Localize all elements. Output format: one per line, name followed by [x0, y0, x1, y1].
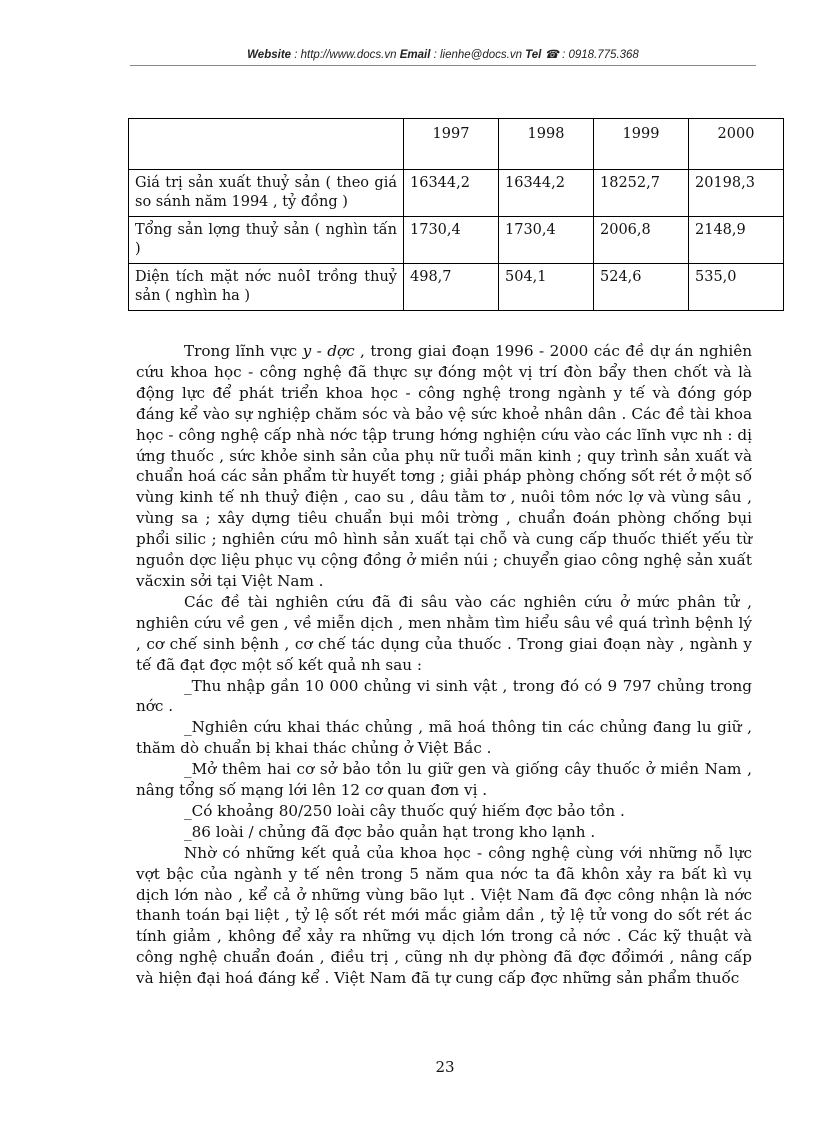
email-value: : lienhe@docs.vn — [430, 49, 526, 61]
bullet-item: _86 loài / chủng đã đợc bảo quản hạt trong kho lạnh . — [184, 822, 596, 841]
row-label: Diện tích mặt nớc nuôI trồng thuỷ sản ( nghìn ha ) — [129, 264, 404, 311]
table-row — [129, 170, 784, 217]
table-cell: 16344,2 — [404, 170, 499, 217]
tel-value: ☎ : 0918.775.368 — [541, 49, 639, 61]
table-cell: 16344,2 — [499, 170, 594, 217]
bullet-item: _Mở thêm hai cơ sở bảo tồn lu giữ gen và giống cây thuốc ở miền Nam , nâng tổng số mạng lới lên 12 cơ quan đơn vị . — [136, 760, 752, 800]
website-value: : http://www.docs.vn — [291, 49, 400, 61]
paragraph — [136, 341, 752, 592]
year-header: 1997 — [404, 119, 499, 170]
table-row — [129, 217, 784, 264]
table-cell: 1730,4 — [404, 217, 499, 264]
table-cell: 18252,7 — [594, 170, 689, 217]
table-cell: 535,0 — [689, 264, 784, 311]
bullet-item: _Thu nhập gần 10 000 chủng vi sinh vật , trong đó có 9 797 chủng trong nớc . — [136, 676, 752, 716]
row-label: Tổng sản lợng thuỷ sản ( nghìn tấn ) — [129, 217, 404, 264]
year-header: 1999 — [594, 119, 689, 170]
paragraph-text: , trong giai đoạn 1996 - 2000 các đề dự án nghiên cứu khoa học - công nghệ đã thực sự đóng một vị trí đòn bẩy then chốt và là động lực để phát triển khoa học - công nghệ trong ngành y tế và đóng góp đáng kể vào sự nghiệp chăm sóc và bảo vệ sức khoẻ nhân dân . Các đề tài khoa học - công nghệ cấp nhà nớc tập trung hớng nghiện cứu vào các lĩnh vực nh : dị ứng thuốc , sức khỏe sinh sản của phụ nữ tuổi mãn kinh ; quy trình sản xuất và chuẩn hoá các sản phẩm từ huyết tơng ; giải pháp phòng chống sốt rét ở một số vùng kinh tế nh thuỷ điện , cao su , dâu tằm tơ , nuôi tôm nớc lợ và vùng sâu , vùng sa ; xây dựng tiêu chuẩn bụi môi trờng , chuẩn đoán phòng chống bụi phổi silic ; nghiên cứu mô hình sản xuất tại chỗ và cung cấp thuốc thiết yếu từ nguồn dợc liệu phục vụ cộng đồng ở miền núi ; chuyển giao công nghệ sản xuất văcxin sởi tại Việt Nam . — [136, 342, 752, 590]
tel-label: Tel — [525, 49, 542, 61]
table-cell: 524,6 — [594, 264, 689, 311]
page-header — [130, 47, 756, 61]
header-divider — [130, 65, 756, 66]
table-row — [129, 264, 784, 311]
table-cell: 2006,8 — [594, 217, 689, 264]
fisheries-table — [128, 118, 784, 311]
table-cell: 504,1 — [499, 264, 594, 311]
table-cell: 2148,9 — [689, 217, 784, 264]
table-header-row — [129, 119, 784, 170]
emphasis-term: y - dợc — [302, 342, 355, 360]
year-header: 1998 — [499, 119, 594, 170]
page-number: 23 — [435, 1058, 455, 1076]
website-label: Website — [247, 49, 292, 61]
row-label: Giá trị sản xuất thuỷ sản ( theo giá so sánh năm 1994 , tỷ đồng ) — [129, 170, 404, 217]
body-text — [136, 341, 752, 989]
year-header: 2000 — [689, 119, 784, 170]
paragraph: Các đề tài nghiên cứu đã đi sâu vào các nghiên cứu ở mức phân tử , nghiên cứu về gen , về miễn dịch , men nhằm tìm hiểu sâu về quá trình bệnh lý , cơ chế sinh bệnh , cơ chế tác dụng của thuốc . Trong giai đoạn này , ngành y tế đã đạt đợc một số kết quả nh sau : — [136, 592, 752, 674]
paragraph-lead: Trong lĩnh vực — [184, 342, 303, 360]
email-label: Email — [399, 49, 431, 61]
table-corner-cell — [129, 119, 404, 170]
paragraph: Nhờ có những kết quả của khoa học - công nghệ cùng với những nỗ lực vợt bậc của ngành y tế nên trong 5 năm qua nớc ta đã khôn xảy ra bất kì vụ dịch lớn nào , kể cả ở những vùng bão lụt . Việt Nam đã đợc công nhận là nớc thanh toán bại liệt , tỷ lệ sốt rét mới mắc giảm dần , tỷ lệ tử vong do sốt rét ác tính giảm , không để xảy ra những vụ dịch lớn trong cả nớc . Các kỹ thuật và công nghệ chuẩn đoán , điều trị , cũng nh dự phòng đã đợc đổimới , nâng cấp và hiện đại hoá đáng kể . Việt Nam đã tự cung cấp đợc những sản phẩm thuốc — [136, 843, 752, 988]
bullet-item: _Có khoảng 80/250 loài cây thuốc quý hiếm đợc bảo tồn . — [184, 801, 625, 820]
table-cell: 20198,3 — [689, 170, 784, 217]
table-cell: 1730,4 — [499, 217, 594, 264]
table-cell: 498,7 — [404, 264, 499, 311]
bullet-item: _Nghiên cứu khai thác chủng , mã hoá thông tin các chủng đang lu giữ , thăm dò chuẩn bị khai thác chủng ở Việt Bắc . — [136, 718, 752, 758]
